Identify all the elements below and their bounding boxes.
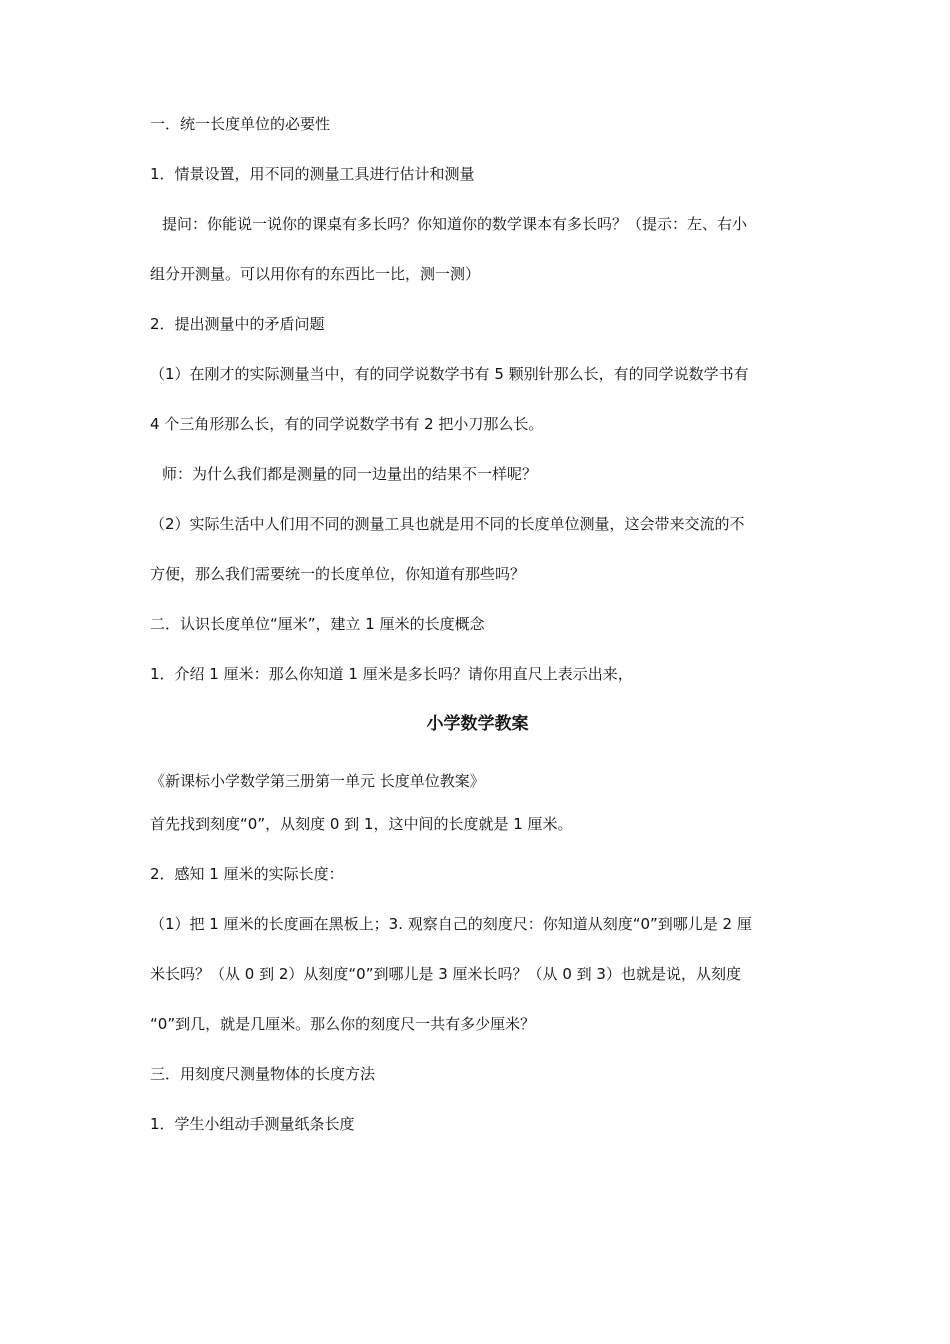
- teacher-question: 师：为什么我们都是测量的同一边量出的结果不一样呢？: [162, 465, 538, 483]
- section1-item2: 2．提出测量中的矛盾问题: [150, 315, 325, 333]
- document-title: 小学数学教案: [426, 714, 529, 734]
- section2-item1: 1．介绍 1 厘米：那么你知道 1 厘米是多长吗？请你用直尺上表示出来，: [150, 665, 633, 683]
- section2-p2-line3: “0”到几，就是几厘米。那么你的刻度尺一共有多少厘米？: [150, 1015, 536, 1033]
- section2-heading: 二．认识长度单位“厘米”，建立 1 厘米的长度概念: [150, 615, 485, 633]
- section1-item1: 1．情景设置，用不同的测量工具进行估计和测量: [150, 165, 475, 183]
- section2-paragraph: 首先找到刻度“0”，从刻度 0 到 1，这中间的长度就是 1 厘米。: [150, 815, 573, 833]
- paragraph2-line2: 方便，那么我们需要统一的长度单位，你知道有那些吗？: [150, 565, 526, 583]
- section1-heading: 一．统一长度单位的必要性: [150, 115, 331, 133]
- section3-heading: 三．用刻度尺测量物体的长度方法: [150, 1065, 376, 1083]
- paragraph1-line1: （1）在刚才的实际测量当中，有的同学说数学书有 5 颗别针那么长，有的同学说数学书有: [150, 365, 749, 383]
- question-line1: 提问：你能说一说你的课桌有多长吗？你知道你的数学课本有多长吗？（提示：左、右小: [162, 215, 748, 233]
- document-subtitle: 《新课标小学数学第三册第一单元 长度单位教案》: [150, 772, 485, 790]
- document-page: [150, 112, 805, 1162]
- section2-p2-line2: 米长吗？（从 0 到 2）从刻度“0”到哪儿是 3 厘米长吗？（从 0 到 3）也就是说，从刻度: [150, 965, 741, 983]
- section2-p2-line1: （1）把 1 厘米的长度画在黑板上；3. 观察自己的刻度尺：你知道从刻度“0”到哪儿是 2 厘: [150, 915, 752, 933]
- section2-item2: 2．感知 1 厘米的实际长度：: [150, 865, 344, 883]
- paragraph2-line1: （2）实际生活中人们用不同的测量工具也就是用不同的长度单位测量，这会带来交流的不: [150, 515, 745, 533]
- paragraph1-line2: 4 个三角形那么长，有的同学说数学书有 2 把小刀那么长。: [150, 415, 544, 433]
- question-line2: 组分开测量。可以用你有的东西比一比，测一测）: [150, 265, 481, 283]
- section3-item1: 1．学生小组动手测量纸条长度: [150, 1115, 355, 1133]
